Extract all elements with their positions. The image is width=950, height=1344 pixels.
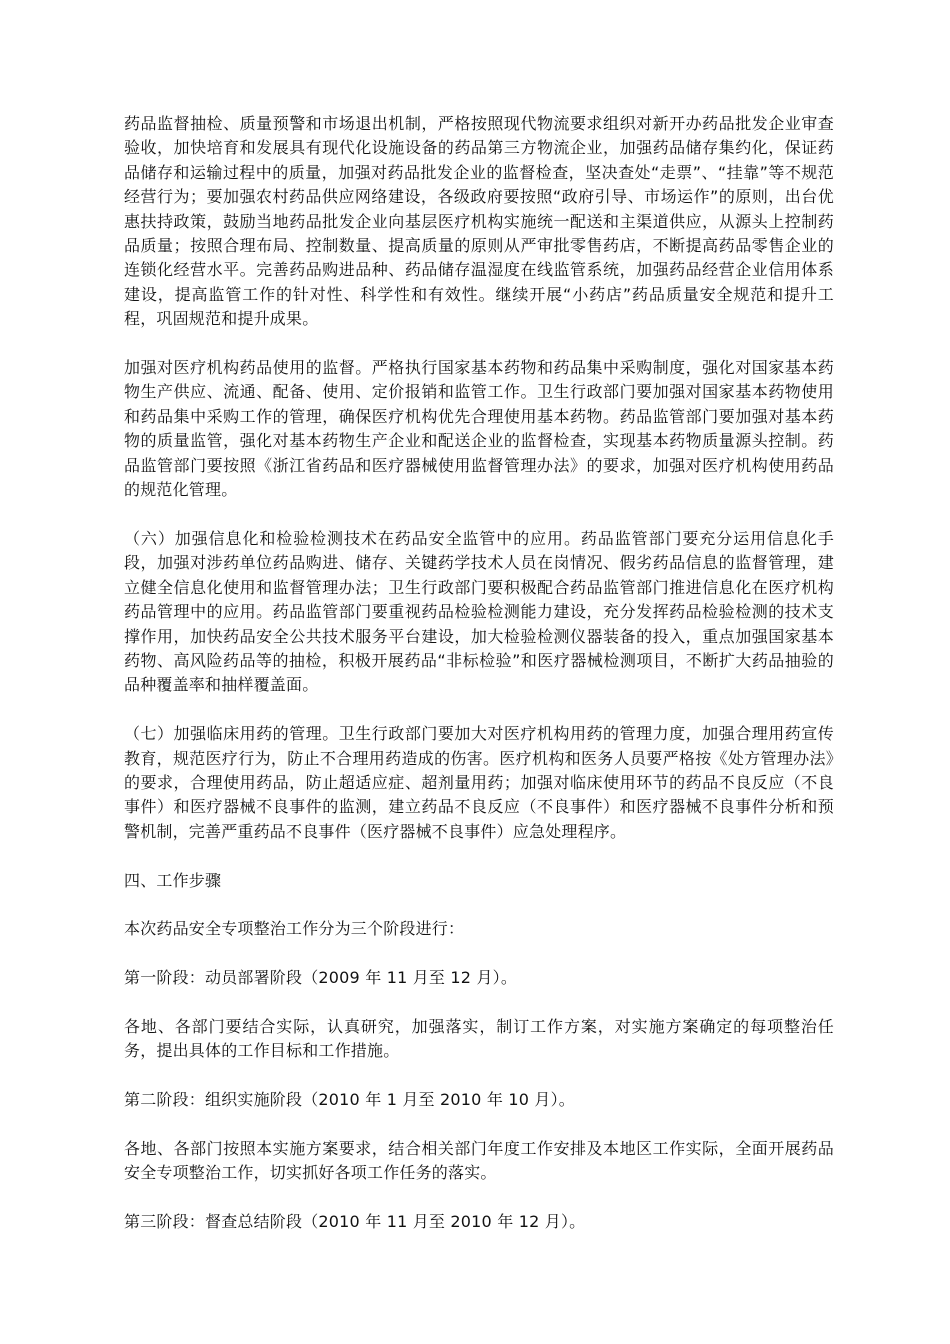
paragraph-medical-institution-supervision: 加强对医疗机构药品使用的监督。严格执行国家基本药物和药品集中采购制度，强化对国家基本药物生产供应、流通、配备、使用、定价报销和监管工作。卫生行政部门要加强对国家基本药物使用和药品集中采购工作的管理，确保医疗机构优先合理使用基本药物。药品监管部门要加强对基本药物的质量监管，强化对基本药物生产企业和配送企业的监督检查，实现基本药物质量源头控制。药品监管部门要按照《浙江省药品和医疗器械使用监督管理办法》的要求，加强对医疗机构使用药品的规范化管理。 (124, 358, 834, 500)
stage-2-title: 第二阶段：组织实施阶段（2010 年 1 月至 2010 年 10 月）。 (124, 1090, 575, 1110)
stage-2-description: 各地、各部门按照本实施方案要求，结合相关部门年度工作安排及本地区工作实际，全面开展药品安全专项整治工作，切实抓好各项工作任务的落实。 (124, 1138, 834, 1183)
stage-1-description: 各地、各部门要结合实际，认真研究，加强落实，制订工作方案，对实施方案确定的每项整治任务，提出具体的工作目标和工作措施。 (124, 1016, 834, 1061)
stage-3-title: 第三阶段：督查总结阶段（2010 年 11 月至 2010 年 12 月）。 (124, 1212, 586, 1232)
heading-work-steps: 四、工作步骤 (124, 870, 222, 890)
stage-1-title: 第一阶段：动员部署阶段（2009 年 11 月至 12 月）。 (124, 968, 518, 988)
paragraph-section-7-clinical-medication: （七）加强临床用药的管理。卫生行政部门要加大对医疗机构用药的管理力度，加强合理用药宣传教育，规范医疗行为，防止不合理用药造成的伤害。医疗机构和医务人员要严格按《处方管理办法》的要求，合理使用药品，防止超适应症、超剂量用药；加强对临床使用环节的药品不良反应（不良事件）和医疗器械不良事件的监测，建立药品不良反应（不良事件）和医疗器械不良事件分析和预警机制，完善严重药品不良事件（医疗器械不良事件）应急处理程序。 (124, 724, 834, 841)
paragraph-three-stages-intro: 本次药品安全专项整治工作分为三个阶段进行： (124, 919, 465, 939)
paragraph-section-6-informatization: （六）加强信息化和检验检测技术在药品安全监管中的应用。药品监管部门要充分运用信息化手段，加强对涉药单位药品购进、储存、关键药学技术人员在岗情况、假劣药品信息的监督管理，建立健全信息化使用和监督管理办法；卫生行政部门要积极配合药品监管部门推进信息化在医疗机构药品管理中的应用。药品监管部门要重视药品检验检测能力建设，充分发挥药品检验检测的技术支撑作用，加快药品安全公共技术服务平台建设，加大检验检测仪器装备的投入，重点加强国家基本药物、高风险药品等的抽检，积极开展药品“非标检验”和医疗器械检测项目，不断扩大药品抽验的品种覆盖率和抽样覆盖面。 (124, 528, 834, 695)
document-body (124, 112, 834, 1235)
paragraph-pharma-distribution: 药品监督抽检、质量预警和市场退出机制，严格按照现代物流要求组织对新开办药品批发企业审查验收，加快培育和发展具有现代化设施设备的药品第三方物流企业，加强药品储存集约化，保证药品储存和运输过程中的质量，加强对药品批发企业的监督检查，坚决查处“走票”、“挂靠”等不规范经营行为；要加强农村药品供应网络建设，各级政府要按照“政府引导、市场运作”的原则，出台优惠扶持政策，鼓励当地药品批发企业向基层医疗机构实施统一配送和主渠道供应，从源头上控制药品质量；按照合理布局、控制数量、提高质量的原则从严审批零售药店，不断提高药品零售企业的连锁化经营水平。完善药品购进品种、药品储存温湿度在线监管系统，加强药品经营企业信用体系建设，提高监管工作的针对性、科学性和有效性。继续开展“小药店”药品质量安全规范和提升工程，巩固规范和提升成果。 (124, 114, 834, 329)
